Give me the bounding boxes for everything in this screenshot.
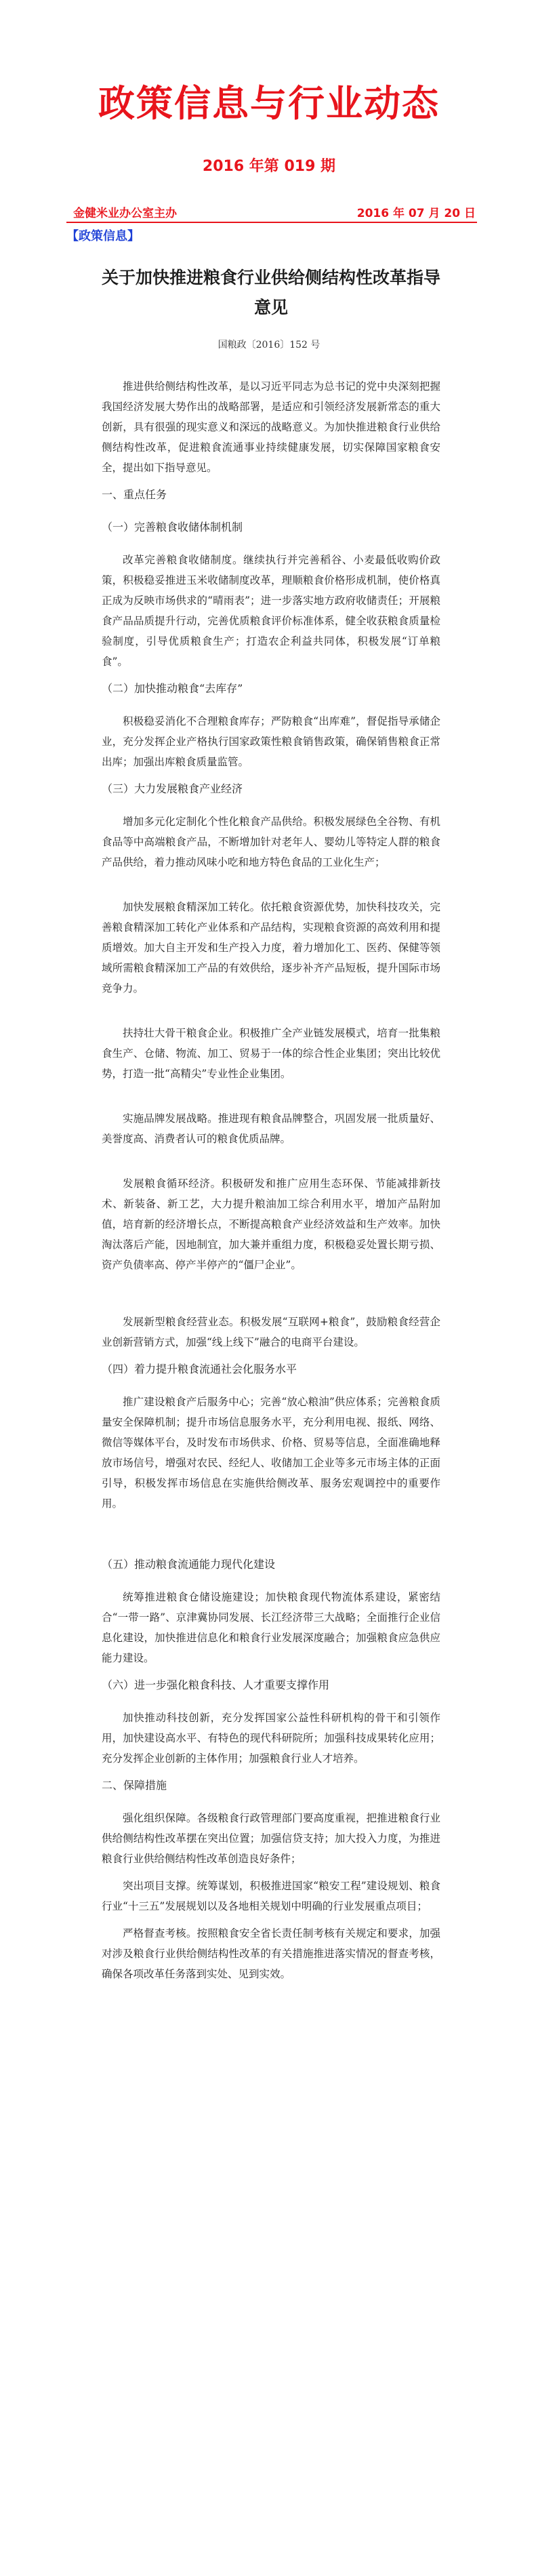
- paragraph: 严格督查考核。按照粮食安全省长责任制考核有关规定和要求，加强对涉及粮食行业供给侧结构性改革的有关措施推进落实情况的督查考核，确保各项改革任务落到实处、见到实效。: [102, 1927, 440, 1980]
- intro-paragraph: 推进供给侧结构性改革，是以习近平同志为总书记的党中央深刻把握我国经济发展大势作出的战略部署，是适应和引领经济发展新常态的重大创新，具有很强的现实意义和深远的战略意义。为加快推进粮食行业供给侧结构性改革，促进粮食流通事业持续健康发展，切实保障国家粮食安全，提出如下指导意见。: [102, 380, 440, 474]
- subsection-heading: （五）推动粮食流通能力现代化建设: [102, 1558, 276, 1571]
- subsection-heading: （一）完善粮食收储体制机制: [102, 521, 243, 534]
- paragraph: 实施品牌发展战略。推进现有粮食品牌整合，巩固发展一批质量好、美誉度高、消费者认可的粮食优质品牌。: [102, 1112, 440, 1145]
- spacer: [102, 1005, 440, 1023]
- paragraph: 强化组织保障。各级粮食行政管理部门要高度重视，把推进粮食行业供给侧结构性改革摆在突出位置；加强信贷支持；加大投入力度，为推进粮食行业供给侧结构性改革创造良好条件；: [102, 1812, 440, 1865]
- spacer: [102, 1156, 440, 1173]
- publication-date: 2016 年 07 月 20 日: [356, 207, 476, 220]
- issue-number: 2016 年第 019 期: [202, 158, 336, 175]
- section-tag: 【政策信息】: [66, 229, 140, 243]
- document-number: 国粮政〔2016〕152 号: [218, 340, 320, 350]
- masthead-title: 政策信息与行业动态: [98, 82, 440, 125]
- spacer: [102, 1282, 440, 1312]
- subsection-heading: （六）进一步强化粮食科技、人才重要支撑作用: [102, 1678, 330, 1691]
- paragraph: 发展新型粮食经营业态。积极发展“互联网+粮食”，鼓励粮食经营企业创新营销方式，加强“线上线下”融合的电商平台建设。: [102, 1316, 440, 1348]
- section-heading: 一、重点任务: [102, 488, 167, 501]
- paragraph: 扶持壮大骨干粮食企业。积极推广全产业链发展模式，培育一批集粮食生产、仓储、物流、加工、贸易于一体的综合性企业集团；突出比较优势，打造一批“高精尖”专业性企业集团。: [102, 1027, 440, 1080]
- paragraph: 推广建设粮食产后服务中心；完善“放心粮油”供应体系；完善粮食质量安全保障机制；提升市场信息服务水平，充分利用电视、报纸、网络、微信等媒体平台，及时发布市场供求、价格、贸易等信息，全面准确地释放市场信号，增强对农民、经纪人、收储加工企业等多元市场主体的正面引导，积极发挥市场信息在实施供给侧改革、服务宏观调控中的重要作用。: [102, 1396, 440, 1510]
- document-body: [102, 376, 440, 1991]
- subsection-heading: （三）大力发展粮食产业经济: [102, 782, 243, 795]
- section-heading: 二、保障措施: [102, 1779, 167, 1792]
- subsection-heading: （二）加快推动粮食“去库存”: [102, 682, 243, 695]
- paragraph: 突出项目支撑。统筹谋划，积极推进国家“粮安工程”建设规划、粮食行业“十三五”发展规划以及各地相关规划中明确的行业发展重点项目；: [102, 1880, 440, 1912]
- spacer: [102, 1521, 440, 1550]
- spacer: [102, 879, 440, 897]
- paragraph: 加快发展粮食精深加工转化。依托粮食资源优势，加快科技攻关，完善粮食精深加工转化产业体系和产品结构，实现粮食资源的高效利用和提质增效。加大自主开发和生产投入力度，着力增加化工、医药、保健等领域所需粮食精深加工产品的有效供给，逐步补齐产品短板，提升国际市场竞争力。: [102, 901, 440, 994]
- paragraph: 发展粮食循环经济。积极研发和推广应用生态环保、节能减排新技术、新装备、新工艺，大力提升粮油加工综合利用水平，增加产品附加值，培育新的经济增长点，不断提高粮食产业经济效益和生产效率。加快淘汰落后产能，因地制宜，加大兼并重组力度，积极稳妥处置长期亏损、资产负债率高、停产半停产的“僵尸企业”。: [102, 1178, 440, 1271]
- paragraph: 改革完善粮食收储制度。继续执行并完善稻谷、小麦最低收购价政策，积极稳妥推进玉米收储制度改革，理顺粮食价格形成机制，使价格真正成为反映市场供求的“晴雨表”；进一步落实地方政府收储责任；开展粮食产品品质提升行动，完善优质粮食评价标准体系，健全收获粮食质量检验制度，引导优质粮食生产；打造农企利益共同体，积极发展“订单粮食”。: [102, 554, 440, 668]
- sponsor: 金健米业办公室主办: [73, 207, 177, 220]
- masthead-divider: [66, 222, 477, 223]
- spacer: [102, 1091, 440, 1108]
- paragraph: 积极稳妥消化不合理粮食库存；严防粮食“出库难”，督促指导承储企业，充分发挥企业产格执行国家政策性粮食销售政策，确保销售粮食正常出库；加强出库粮食质量监管。: [102, 715, 440, 768]
- paragraph: 增加多元化定制化个性化粮食产品供给。积极发展绿色全谷物、有机食品等中高端粮食产品，不断增加针对老年人、婴幼儿等特定人群的粮食产品供给，着力推动风味小吃和地方特色食品的工业化生产；: [102, 816, 440, 868]
- subsection-heading: （四）着力提升粮食流通社会化服务水平: [102, 1363, 297, 1375]
- paragraph: 统筹推进粮食仓储设施建设；加快粮食现代物流体系建设，紧密结合“一带一路”、京津冀协同发展、长江经济带三大战略；全面推行企业信息化建设，加快推进信息化和粮食行业发展深度融合；加强粮食应急供应能力建设。: [102, 1591, 440, 1664]
- paragraph: 加快推动科技创新，充分发挥国家公益性科研机构的骨干和引领作用，加快建设高水平、有特色的现代科研院所；加强科技成果转化应用；充分发挥企业创新的主体作用；加强粮食行业人才培养。: [102, 1712, 440, 1765]
- document-title: 关于加快推进粮食行业供给侧结构性改革指导意见: [102, 268, 441, 317]
